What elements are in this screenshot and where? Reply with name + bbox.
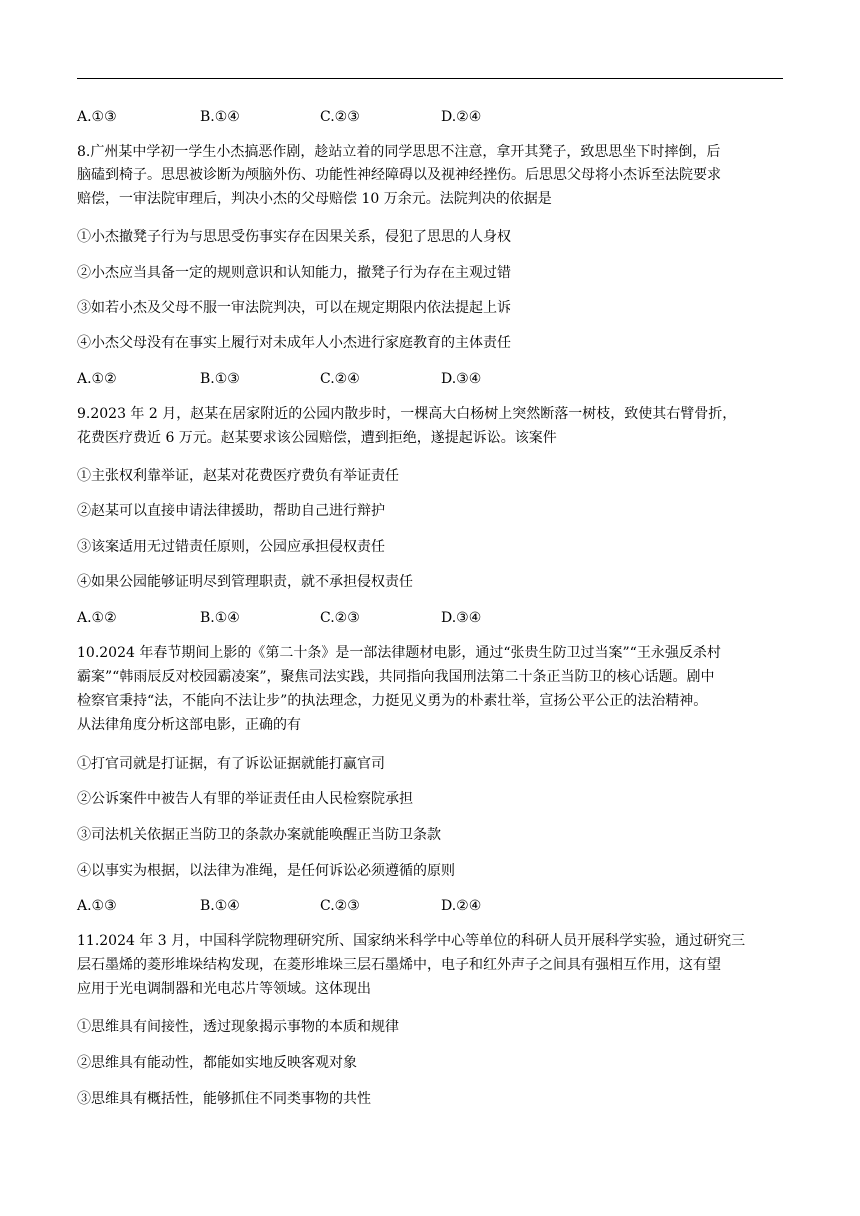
q9-option-a: A.①② [77, 610, 117, 626]
q10-stem-line: 从法律角度分析这部电影，正确的有 [77, 717, 301, 733]
q10-option-d: D.②④ [441, 898, 482, 914]
q8-statement-1: ①小杰撤凳子行为与思思受伤事实存在因果关系，侵犯了思思的人身权 [77, 229, 511, 245]
q10-statement-1: ①打官司就是打证据，有了诉讼证据就能打赢官司 [77, 756, 385, 772]
q10-stem-line: 检察官秉持“法，不能向不法让步”的执法理念，力挺见义勇为的朴素壮举，宣扬公平公正的法治精神。 [77, 693, 708, 709]
q8-statement-4: ④小杰父母没有在事实上履行对未成年人小杰进行家庭教育的主体责任 [77, 335, 511, 351]
q9-statement-2: ②赵某可以直接申请法律援助，帮助自己进行辩护 [77, 503, 385, 519]
q9-option-b: B.①④ [200, 610, 240, 626]
header-rule [77, 78, 783, 79]
q11-statement-3: ③思维具有概括性，能够抓住不同类事物的共性 [77, 1091, 371, 1107]
q8-statement-2: ②小杰应当具备一定的规则意识和认知能力，撤凳子行为存在主观过错 [77, 265, 511, 281]
q10-statement-4: ④以事实为根据，以法律为准绳，是任何诉讼必须遵循的原则 [77, 863, 455, 879]
q8-option-c: C.②④ [320, 371, 360, 387]
q9-stem-line: 花费医疗费近 6 万元。赵某要求该公园赔偿，遭到拒绝，遂提起诉讼。该案件 [77, 430, 557, 446]
q11-stem-line: 层石墨烯的菱形堆垛结构发现，在菱形堆垛三层石墨烯中，电子和红外声子之间具有强相互作用，这有望 [77, 957, 721, 973]
q10-statement-3: ③司法机关依据正当防卫的条款办案就能唤醒正当防卫条款 [77, 827, 441, 843]
q8-option-b: B.①③ [200, 371, 240, 387]
q10-stem-line: 10.2024 年春节期间上影的《第二十条》是一部法律题材电影，通过“张贵生防卫过当案”“王永强反杀村 [77, 645, 721, 661]
q9-statement-1: ①主张权利靠举证，赵某对花费医疗费负有举证责任 [77, 468, 399, 484]
q9-statement-3: ③该案适用无过错责任原则，公园应承担侵权责任 [77, 539, 385, 555]
q10-option-b: B.①④ [200, 898, 240, 914]
q10-stem-line: 霸案”“韩雨辰反对校园霸凌案”，聚焦司法实践，共同指向我国刑法第二十条正当防卫的核心话题。剧中 [77, 669, 715, 685]
q8-option-d: D.③④ [441, 371, 482, 387]
q8-stem-line: 赔偿，一审法院审理后，判决小杰的父母赔偿 10 万余元。法院判决的依据是 [77, 191, 552, 207]
q10-option-a: A.①③ [77, 898, 117, 914]
q8-option-a: A.①② [77, 371, 117, 387]
q8-statement-3: ③如若小杰及父母不服一审法院判决，可以在规定期限内依法提起上诉 [77, 300, 511, 316]
q10-option-c: C.②③ [320, 898, 360, 914]
q11-statement-1: ①思维具有间接性，透过现象揭示事物的本质和规律 [77, 1019, 399, 1035]
q9-option-c: C.②③ [320, 610, 360, 626]
q11-statement-2: ②思维具有能动性，都能如实地反映客观对象 [77, 1055, 357, 1071]
q7-option-c: C.②③ [320, 109, 360, 125]
q9-stem-line: 9.2023 年 2 月，赵某在居家附近的公园内散步时，一棵高大白杨树上突然断落一树枝，致使其右臂骨折， [77, 406, 737, 422]
q11-stem-line: 11.2024 年 3 月，中国科学院物理研究所、国家纳米科学中心等单位的科研人员开展科学实验，通过研究三 [77, 933, 746, 949]
q11-stem-line: 应用于光电调制器和光电芯片等领域。这体现出 [77, 981, 371, 997]
q8-stem-line: 8.广州某中学初一学生小杰搞恶作剧，趁站立着的同学思思不注意，拿开其凳子，致思思坐下时摔倒，后 [77, 144, 721, 160]
q9-option-d: D.③④ [441, 610, 482, 626]
q9-statement-4: ④如果公园能够证明尽到管理职责，就不承担侵权责任 [77, 574, 413, 590]
q7-option-a: A.①③ [77, 109, 117, 125]
q7-option-b: B.①④ [200, 109, 240, 125]
q8-stem-line: 脑磕到椅子。思思被诊断为颅脑外伤、功能性神经障碍以及视神经挫伤。后思思父母将小杰诉至法院要求 [77, 167, 721, 183]
q7-option-d: D.②④ [441, 109, 482, 125]
q10-statement-2: ②公诉案件中被告人有罪的举证责任由人民检察院承担 [77, 791, 413, 807]
